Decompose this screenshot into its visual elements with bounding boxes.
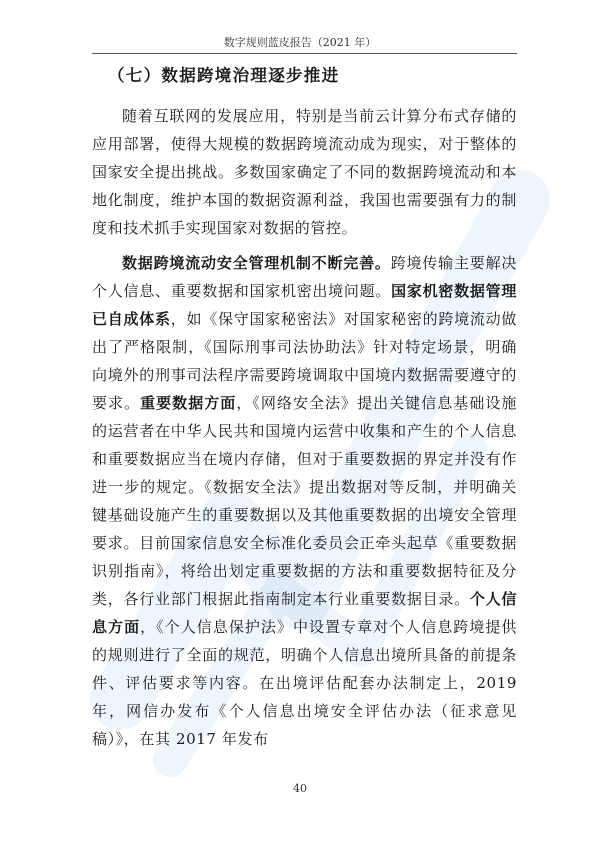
text-span: 跨境传输主要解决个人信息、重要数据和国家机密出境问题。	[92, 254, 517, 300]
section-heading: （七）数据跨境治理逐步推进	[108, 66, 340, 85]
bold-phrase-state-secrets: 国家机密数据管理已自成体系	[92, 282, 517, 328]
text-span: ，《个人信息保护法》中设置专章对个人信息跨境提供的规则进行了全面的规范，明确个人信息出境所具备的前提条件、评估要求等内容。在出境评估配套办法制定上，2019 年，网信办发布《个人信息出境安全评估办法（征求意见稿）》，在其 2017 年发布	[92, 618, 517, 748]
text-span: ，如《保守国家秘密法》对国家秘密的跨境流动做出了严格限制，《国际刑事司法协助法》针对特定场景，明确向境外的刑事司法程序需要跨境调取中国境内数据需要遵守的要求。	[92, 310, 517, 412]
bold-phrase-personal-info: 个人信息方面	[92, 590, 517, 636]
header-divider	[92, 53, 517, 54]
bold-phrase-important-data: 重要数据方面	[140, 394, 237, 412]
bold-phrase-mechanism: 数据跨境流动安全管理机制不断完善。	[122, 254, 391, 272]
paragraph-cross-border	[92, 249, 517, 753]
page-body	[92, 64, 517, 760]
page-number: 40	[293, 782, 307, 795]
paragraph-intro: 随着互联网的发展应用，特别是当前云计算分布式存储的应用部署，使得大规模的数据跨境流动成为现实，对于整体的国家安全提出挑战。多数国家确定了不同的数据跨境流动和本地化制度，维护本国的数据资源利益，我国也需要强有力的制度和技术抓手实现国家对数据的管控。	[92, 107, 517, 237]
running-header: 数字规则蓝皮报告（2021 年）	[223, 36, 377, 49]
text-span: ，《网络安全法》提出关键信息基础设施的运营者在中华人民共和国境内运营中收集和产生的个人信息和重要数据应当在境内存储，但对于重要数据的界定并没有作进一步的规定。《数据安全法》提出数据对等反制，并明确关键基础设施产生的重要数据以及其他重要数据的出境安全管理要求。目前国家信息安全标准化委员会正牵头起草《重要数据识别指南》，将给出划定重要数据的方法和重要数据特征及分类，各行业部门根据此指南制定本行业重要数据目录。	[92, 394, 517, 608]
